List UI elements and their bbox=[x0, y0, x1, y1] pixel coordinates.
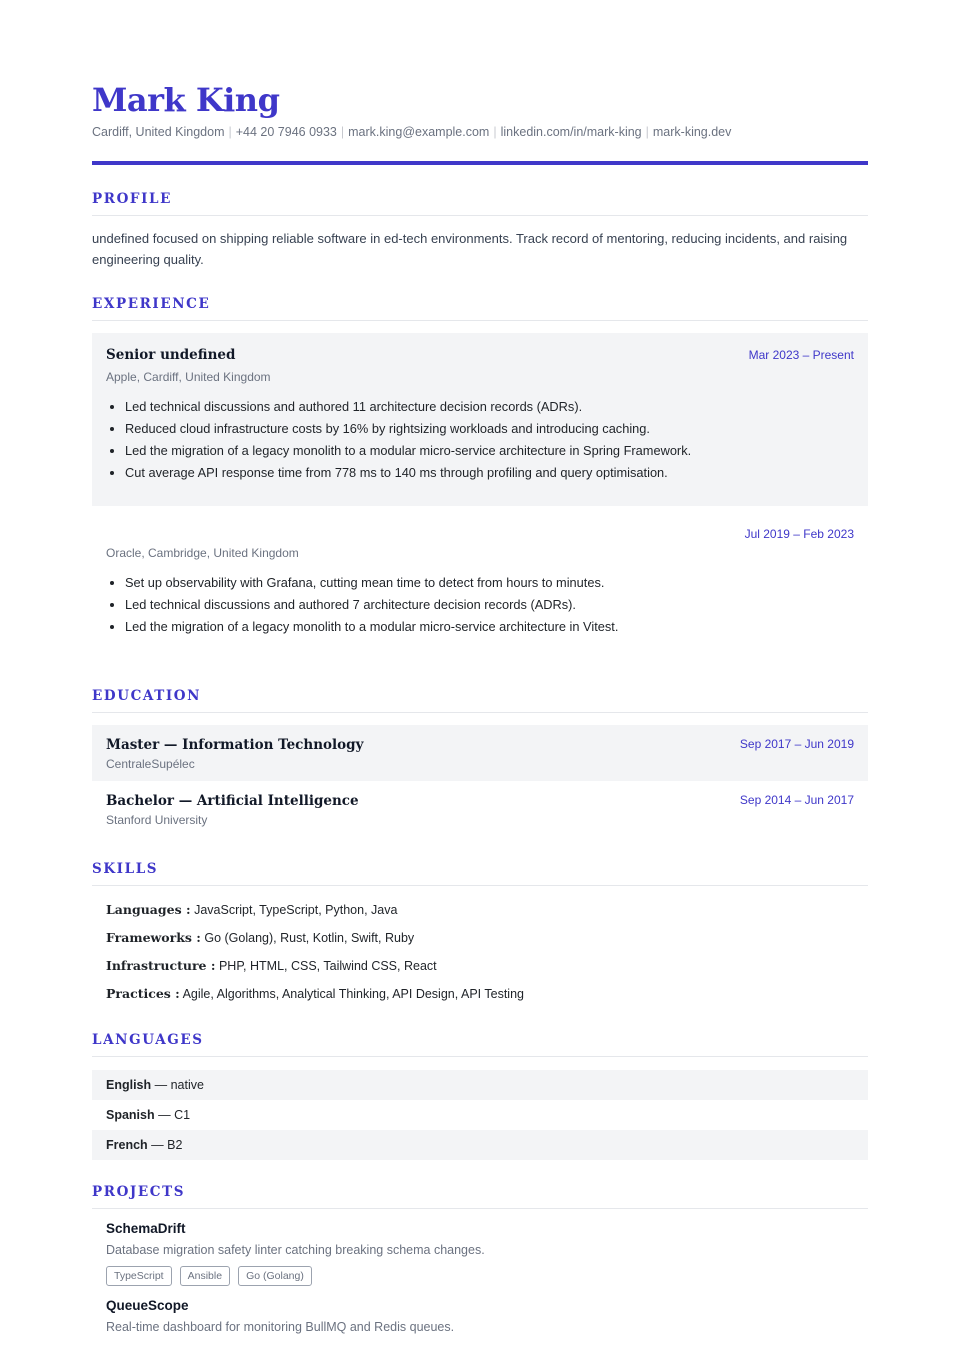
job-bullet: • Set up observability with Grafana, cutting mean time to detect from hours to minutes. bbox=[125, 572, 854, 594]
section-title: LANGUAGES bbox=[92, 1032, 868, 1057]
job-bullet: • Led the migration of a legacy monolith to a modular micro-service architecture in Spring Framework. bbox=[125, 440, 854, 462]
skill-items: JavaScript, TypeScript, Python, Java bbox=[194, 903, 398, 917]
skill-items: PHP, HTML, CSS, Tailwind CSS, React bbox=[218, 959, 437, 973]
skill-category: Practices : bbox=[106, 986, 180, 1001]
skill-row bbox=[106, 896, 854, 924]
language-level: native bbox=[170, 1078, 204, 1092]
contact-location: Cardiff, United Kingdom bbox=[92, 125, 225, 139]
project-name: QueueScope bbox=[106, 1298, 189, 1313]
job-dates: Jul 2019 – Feb 2023 bbox=[744, 527, 854, 541]
contact-website[interactable]: mark-king.dev bbox=[652, 125, 732, 139]
section-title: PROJECTS bbox=[92, 1184, 868, 1209]
contact-separator: | bbox=[340, 125, 345, 139]
projects-section bbox=[92, 1184, 868, 1334]
language-row: French — B2 bbox=[92, 1130, 868, 1160]
profile-section bbox=[92, 191, 868, 270]
education-dates: Sep 2017 – Jun 2019 bbox=[739, 737, 854, 751]
contact-phone: +44 20 7946 0933 bbox=[235, 125, 337, 139]
education-entry bbox=[92, 781, 868, 837]
section-title: EXPERIENCE bbox=[92, 296, 868, 321]
language-level: C1 bbox=[174, 1108, 191, 1122]
tech-tag: Go (Golang) bbox=[238, 1266, 312, 1286]
header-divider bbox=[92, 161, 868, 165]
contact-separator: | bbox=[493, 125, 497, 139]
experience-section bbox=[92, 296, 868, 660]
language-level: B2 bbox=[167, 1138, 183, 1152]
skill-row bbox=[106, 924, 854, 952]
contact-line bbox=[92, 123, 868, 141]
skills-section bbox=[92, 861, 868, 1008]
language-name: English bbox=[106, 1078, 152, 1092]
job-bullet: • Led the migration of a legacy monolith to a modular micro-service architecture in Vitest. bbox=[125, 616, 854, 638]
skill-row bbox=[106, 980, 854, 1008]
skill-items: Go (Golang), Rust, Kotlin, Swift, Ruby bbox=[204, 931, 415, 945]
experience-entry bbox=[92, 333, 868, 506]
project-tags bbox=[106, 1266, 854, 1286]
language-row: Spanish — C1 bbox=[106, 1108, 191, 1122]
job-dates: Mar 2023 – Present bbox=[748, 348, 854, 362]
education-school: Stanford University bbox=[106, 813, 208, 827]
contact-linkedin[interactable]: linkedin.com/in/mark-king bbox=[500, 125, 642, 139]
skill-category: Languages : bbox=[106, 902, 191, 917]
section-title: EDUCATION bbox=[92, 688, 868, 713]
skill-row bbox=[106, 952, 854, 980]
job-bullets bbox=[106, 396, 854, 484]
section-title: SKILLS bbox=[92, 861, 868, 886]
job-bullet: • Led technical discussions and authored 11 architecture decision records (ADRs). bbox=[125, 396, 854, 418]
education-section bbox=[92, 688, 868, 837]
section-title: PROFILE bbox=[92, 191, 868, 216]
language-name: French bbox=[106, 1138, 148, 1152]
job-bullets bbox=[106, 572, 854, 638]
project-description: Database migration safety linter catching breaking schema changes. bbox=[106, 1243, 485, 1257]
education-dates: Sep 2014 – Jun 2017 bbox=[739, 793, 854, 807]
skill-category: Infrastructure : bbox=[106, 958, 216, 973]
tech-tag: Ansible bbox=[180, 1266, 230, 1286]
education-degree: Master — Information Technology bbox=[106, 737, 364, 753]
skill-items: Agile, Algorithms, Analytical Thinking, API Design, API Testing bbox=[182, 987, 524, 1001]
language-name: Spanish bbox=[106, 1108, 155, 1122]
education-degree: Bachelor — Artificial Intelligence bbox=[106, 793, 359, 809]
project-name: SchemaDrift bbox=[106, 1221, 186, 1236]
education-school: CentraleSupélec bbox=[106, 757, 195, 771]
job-company: Apple, Cardiff, United Kingdom bbox=[106, 370, 271, 384]
skills-list bbox=[92, 886, 868, 1008]
language-row: English — native bbox=[92, 1070, 868, 1100]
languages-section bbox=[92, 1032, 868, 1160]
education-entry bbox=[92, 725, 868, 781]
project-entry bbox=[92, 1286, 868, 1334]
job-title: Senior undefined bbox=[106, 347, 236, 363]
profile-summary: undefined focused on shipping reliable software in ed-tech environments. Track record of mentoring, reducing incidents, and raising engineering quality. bbox=[92, 231, 848, 267]
experience-entry bbox=[92, 506, 868, 660]
job-company: Oracle, Cambridge, United Kingdom bbox=[106, 546, 299, 560]
skill-category: Frameworks : bbox=[106, 930, 201, 945]
project-description: Real-time dashboard for monitoring BullMQ and Redis queues. bbox=[106, 1320, 455, 1334]
tech-tag: TypeScript bbox=[106, 1266, 172, 1286]
contact-separator: | bbox=[645, 125, 649, 139]
resume-page bbox=[92, 0, 868, 1334]
contact-email[interactable]: mark.king@example.com bbox=[348, 125, 490, 139]
job-bullet: • Cut average API response time from 778 ms to 140 ms through profiling and query optimisation. bbox=[125, 462, 854, 484]
candidate-name: Mark King bbox=[92, 81, 280, 119]
contact-separator: | bbox=[228, 125, 232, 139]
job-bullet: • Led technical discussions and authored 7 architecture decision records (ADRs). bbox=[125, 594, 854, 616]
project-entry bbox=[92, 1209, 868, 1286]
job-bullet: • Reduced cloud infrastructure costs by 16% by rightsizing workloads and introducing caching. bbox=[125, 418, 854, 440]
